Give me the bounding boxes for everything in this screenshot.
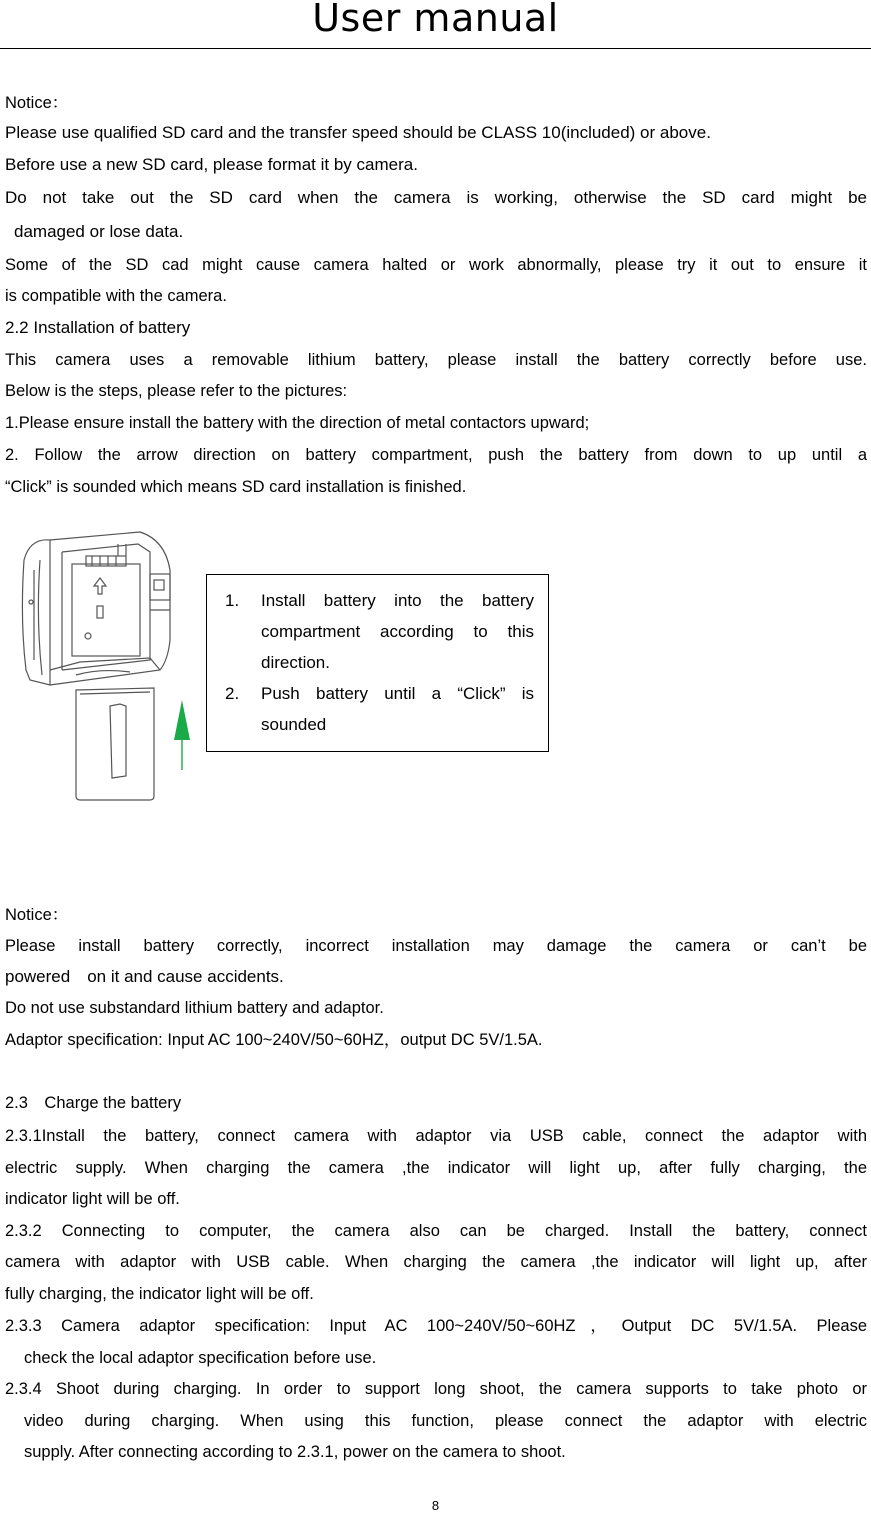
paragraph-line: supply. After connecting according to 2.3.1, power on the camera to shoot. [24, 1443, 566, 1461]
notice-line: is compatible with the camera. [5, 287, 227, 305]
notice-line: powered on it and cause accidents. [5, 967, 284, 986]
page-number: 8 [431, 1498, 440, 1513]
notice-line: Please use qualified SD card and the transfer speed should be CLASS 10(included) or above. [5, 123, 711, 142]
paragraph-line: electric supply. When charging the camera ,the indicator will light up, after fully charging, the [5, 1159, 867, 1177]
page-title: User manual [312, 0, 559, 40]
paragraph-line: indicator light will be off. [5, 1190, 180, 1208]
paragraph-line: Below is the steps, please refer to the pictures: [5, 382, 348, 400]
header-divider [0, 48, 871, 49]
notice-line: Adaptor specification: Input AC 100~240V/50~60HZ，output DC 5V/1.5A. [5, 1031, 543, 1049]
callout-item-text: Install battery into the battery compartment according to this direction. [261, 591, 534, 672]
paragraph-line: 2.3.4 Shoot during charging. In order to support long shoot, the camera supports to take photo or [5, 1380, 867, 1398]
notice-line: Do not use substandard lithium battery and adaptor. [5, 999, 384, 1017]
paragraph-line: video during charging. When using this function, please connect the adaptor with electric [24, 1412, 867, 1430]
paragraph-line: This camera uses a removable lithium battery, please install the battery correctly before use. [5, 351, 867, 369]
section-heading: 2.3 Charge the battery [5, 1094, 182, 1112]
callout-item [207, 585, 548, 678]
notice-line: Do not take out the SD card when the camera is working, otherwise the SD card might be [5, 188, 867, 207]
step-line: “Click” is sounded which means SD card installation is finished. [5, 478, 467, 496]
instruction-callout [206, 574, 549, 752]
step-line: 1.Please ensure install the battery with the direction of metal contactors upward; [5, 414, 590, 432]
callout-item [207, 678, 548, 740]
paragraph-line: fully charging, the indicator light will be off. [5, 1285, 314, 1303]
notice-label: Notice： [5, 906, 69, 924]
callout-item-number: 1. [225, 591, 240, 610]
notice-line: Some of the SD cad might cause camera halted or work abnormally, please try it out to ensure it [5, 256, 867, 274]
notice-line: damaged or lose data. [14, 222, 184, 241]
step-line: 2. Follow the arrow direction on battery compartment, push the battery from down to up until a [5, 446, 867, 464]
arrow-up-icon [174, 700, 190, 770]
battery-installation-illustration [20, 530, 190, 810]
section-heading: 2.2 Installation of battery [5, 318, 191, 337]
notice-label: Notice： [5, 94, 69, 112]
callout-item-number: 2. [225, 684, 240, 703]
paragraph-line: camera with adaptor with USB cable. When charging the camera ,the indicator will light up, after [5, 1253, 867, 1271]
callout-item-text: Push battery until a “Click” is sounded [261, 684, 534, 734]
notice-line: Please install battery correctly, incorrect installation may damage the camera or can’t be [5, 937, 867, 955]
paragraph-line: 2.3.2 Connecting to computer, the camera also can be charged. Install the battery, connect [5, 1222, 867, 1240]
paragraph-line: 2.3.3 Camera adaptor specification: Input AC 100~240V/50~60HZ，Output DC 5V/1.5A. Please [5, 1317, 867, 1335]
paragraph-line: check the local adaptor specification before use. [24, 1349, 377, 1367]
notice-line: Before use a new SD card, please format it by camera. [5, 155, 418, 174]
paragraph-line: 2.3.1Install the battery, connect camera with adaptor via USB cable, connect the adaptor with [5, 1127, 867, 1145]
